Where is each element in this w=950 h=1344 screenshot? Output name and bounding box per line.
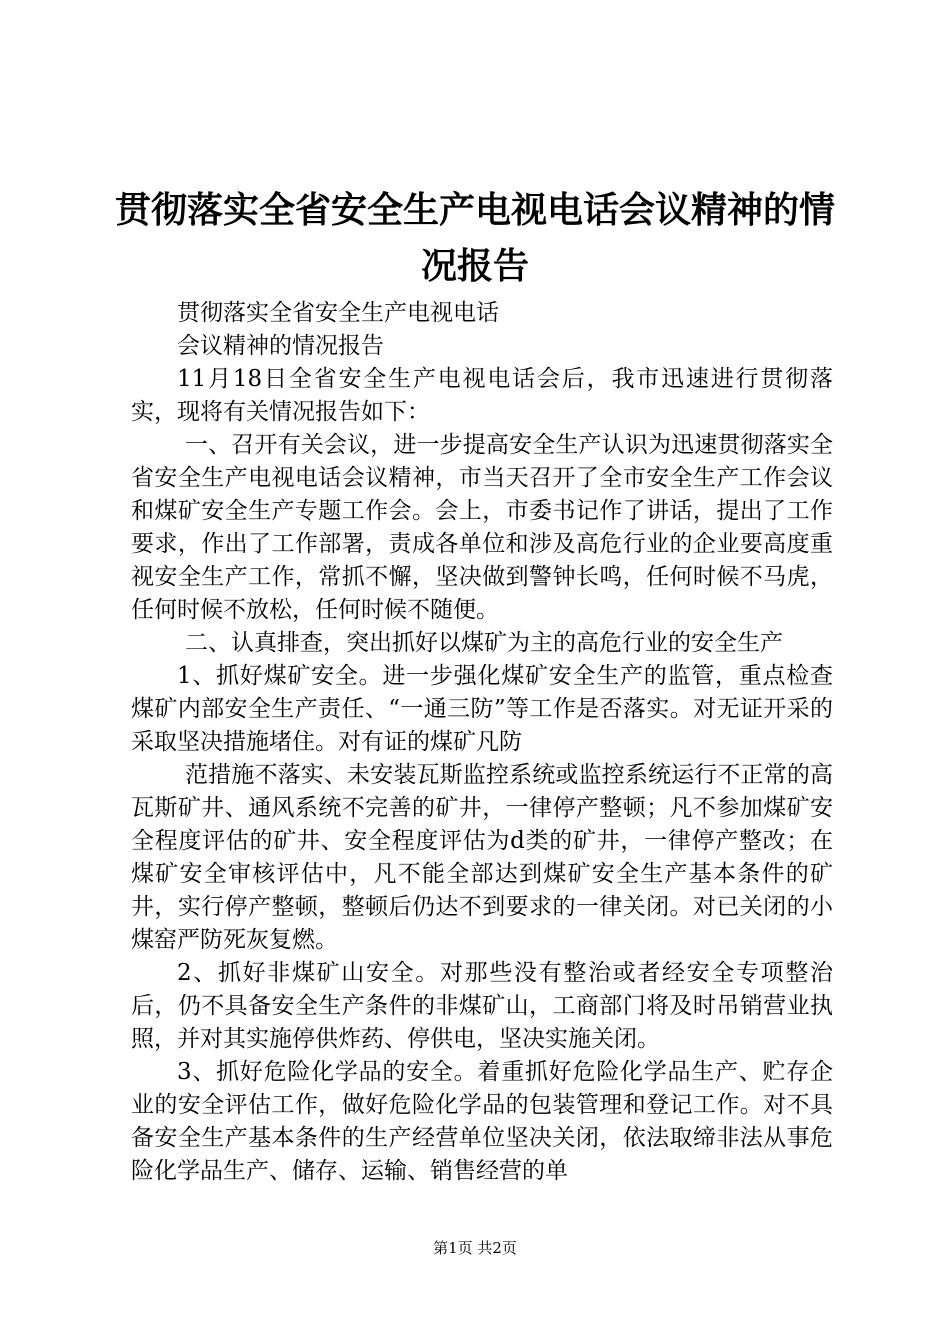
paragraph-section-1: 一、召开有关会议，进一步提高安全生产认识为迅速贯彻落实全省安全生产电视电话会议精神，市当天召开了全市安全生产工作会议和煤矿安全生产专题工作会。会上，市委书记作了讲话，提出了工作要求，作出了工作部署，责成各单位和涉及高危行业的企业要高度重视安全生产工作，常抓不懈，坚决做到警钟长鸣，任何时候不马虎，任何时候不放松，任何时候不随便。 [131,432,833,623]
page-number-footer: 第1页 共2页 [433,1239,517,1257]
paragraph-non-coal-mines: 2、抓好非煤矿山安全。对那些没有整治或者经安全专项整治后，仍不具备安全生产条件的非煤矿山，工商部门将及时吊销营业执照，并对其实施停供炸药、停供电，坚决实施关闭。 [131,960,833,1052]
paragraph-intro: 11月18日全省安全生产电视电话会后，我市迅速进行贯彻落实，现将有关情况报告如下： [131,366,833,425]
paragraph-hazardous-chemicals: 3、抓好危险化学品的安全。着重抓好危险化学品生产、贮存企业的安全评估工作，做好危险化学品的包装管理和登记工作。对不具备安全生产基本条件的生产经营单位坚决关闭，依法取缔非法从事危险化学品生产、储存、运输、销售经营的单 [131,1059,833,1184]
paragraph-coal-safety: 1、抓好煤矿安全。进一步强化煤矿安全生产的监管，重点检查煤矿内部安全生产责任、“一通三防”等工作是否落实。对无证开采的采取坚决措施堵住。对有证的煤矿凡防 [131,663,833,755]
subtitle-line-1: 贯彻落实全省安全生产电视电话 [177,300,499,326]
subtitle-line-2: 会议精神的情况报告 [177,333,384,359]
document-body [131,297,833,1188]
paragraph-section-2-heading: 二、认真排查，突出抓好以煤矿为主的高危行业的安全生产 [185,630,783,656]
document-title: 贯彻落实全省安全生产电视电话会议精神的情况报告 [114,189,835,287]
paragraph-coal-safety-continued: 范措施不落实、未安装瓦斯监控系统或监控系统运行不正常的高瓦斯矿井、通风系统不完善的矿井，一律停产整顿；凡不参加煤矿安全程度评估的矿井、安全程度评估为d类的矿井，一律停产整改；在煤矿安全审核评估中，凡不能全部达到煤矿安全生产基本条件的矿井，实行停产整顿，整顿后仍达不到要求的一律关闭。对已关闭的小煤窑严防死灰复燃。 [131,762,833,953]
